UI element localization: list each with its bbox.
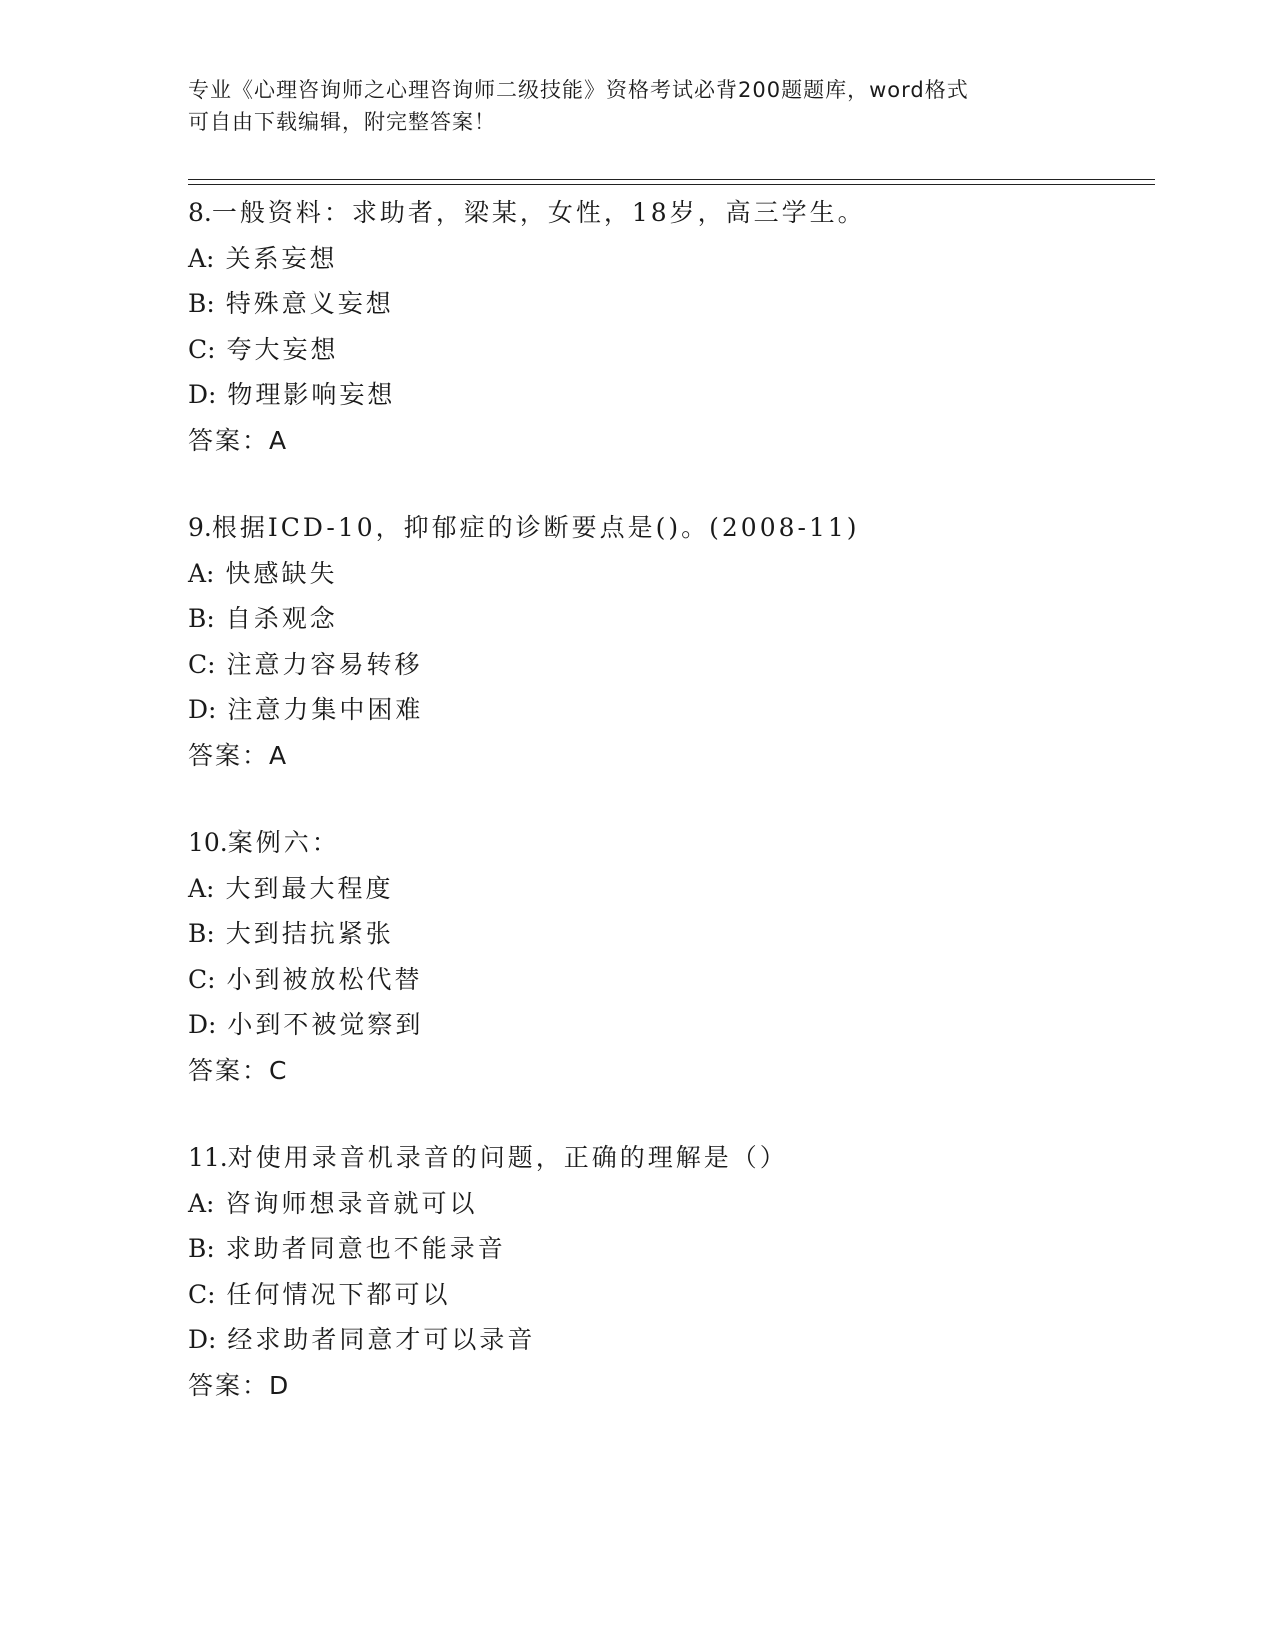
option-text: 注意力集中困难 xyxy=(227,695,424,724)
option-key: A: xyxy=(188,558,215,588)
option-key: B: xyxy=(188,1234,215,1263)
option-text: 大到最大程度 xyxy=(225,873,394,903)
option-key: D: xyxy=(188,695,217,724)
question-number: 9. xyxy=(188,513,212,542)
answer-value: A xyxy=(269,425,289,455)
question-11 xyxy=(188,1135,1168,1408)
header-divider-top xyxy=(188,179,1155,180)
question-number: 10. xyxy=(188,828,228,857)
answer-line xyxy=(188,418,1168,464)
option-a xyxy=(188,236,1168,282)
header-line-2: 可自由下载编辑，附完整答案！ xyxy=(188,110,496,134)
question-stem xyxy=(188,1135,1168,1181)
question-10 xyxy=(188,820,1168,1093)
option-c xyxy=(188,1272,1168,1318)
answer-line xyxy=(188,733,1168,779)
question-8 xyxy=(188,190,1168,463)
option-d xyxy=(188,1002,1168,1048)
header-divider-bottom xyxy=(188,184,1155,185)
option-d xyxy=(188,1317,1168,1363)
option-key: C: xyxy=(188,964,216,994)
question-stem xyxy=(188,505,1168,551)
option-key: B: xyxy=(188,289,215,318)
option-key: B: xyxy=(188,919,215,948)
question-stem xyxy=(188,190,1168,236)
option-d xyxy=(188,372,1168,418)
option-text: 任何情况下都可以 xyxy=(226,1279,451,1309)
question-text: 一般资料：求助者，梁某，女性，18岁，高三学生。 xyxy=(211,198,866,227)
answer-line xyxy=(188,1363,1168,1409)
option-text: 快感缺失 xyxy=(225,558,338,588)
option-text: 咨询师想录音就可以 xyxy=(225,1188,478,1218)
answer-value: D xyxy=(269,1370,291,1400)
question-9 xyxy=(188,505,1168,778)
option-b xyxy=(188,1226,1168,1272)
option-text: 注意力容易转移 xyxy=(226,649,423,679)
question-list xyxy=(188,190,1168,1450)
question-text: 案例六： xyxy=(227,828,340,857)
answer-label: 答案： xyxy=(188,425,270,455)
option-a xyxy=(188,1181,1168,1227)
option-key: C: xyxy=(188,334,216,364)
option-key: D: xyxy=(188,1010,217,1039)
option-key: C: xyxy=(188,649,216,679)
option-text: 经求助者同意才可以录音 xyxy=(227,1325,536,1354)
option-text: 自杀观念 xyxy=(225,604,338,633)
option-text: 求助者同意也不能录音 xyxy=(225,1234,506,1263)
answer-line xyxy=(188,1048,1168,1094)
answer-value: A xyxy=(269,740,289,770)
document-header xyxy=(188,74,1088,138)
option-key: A: xyxy=(188,1188,215,1218)
option-c xyxy=(188,327,1168,373)
question-number: 8. xyxy=(188,198,212,227)
question-number: 11. xyxy=(188,1143,228,1172)
question-stem xyxy=(188,820,1168,866)
header-line-1: 专业《心理咨询师之心理咨询师二级技能》资格考试必背200题题库，word格式 xyxy=(188,78,969,102)
option-b xyxy=(188,911,1168,957)
option-a xyxy=(188,866,1168,912)
answer-value: C xyxy=(269,1055,289,1085)
answer-label: 答案： xyxy=(188,740,270,770)
option-key: A: xyxy=(188,243,215,273)
option-text: 物理影响妄想 xyxy=(227,380,396,409)
answer-label: 答案： xyxy=(188,1370,270,1400)
option-c xyxy=(188,957,1168,1003)
option-key: C: xyxy=(188,1279,216,1309)
option-text: 关系妄想 xyxy=(225,243,338,273)
option-key: D: xyxy=(188,1325,217,1354)
option-text: 小到不被觉察到 xyxy=(227,1010,424,1039)
option-d xyxy=(188,687,1168,733)
option-b xyxy=(188,281,1168,327)
option-text: 小到被放松代替 xyxy=(226,964,423,994)
option-text: 夸大妄想 xyxy=(226,334,339,364)
option-key: B: xyxy=(188,604,215,633)
option-c xyxy=(188,642,1168,688)
option-key: A: xyxy=(188,873,215,903)
answer-label: 答案： xyxy=(188,1055,270,1085)
option-key: D: xyxy=(188,380,217,409)
question-text: 根据ICD-10，抑郁症的诊断要点是()。(2008-11) xyxy=(211,513,860,542)
option-text: 特殊意义妄想 xyxy=(225,289,394,318)
question-text: 对使用录音机录音的问题，正确的理解是（） xyxy=(227,1143,788,1172)
option-b xyxy=(188,596,1168,642)
option-a xyxy=(188,551,1168,597)
option-text: 大到拮抗紧张 xyxy=(225,919,394,948)
